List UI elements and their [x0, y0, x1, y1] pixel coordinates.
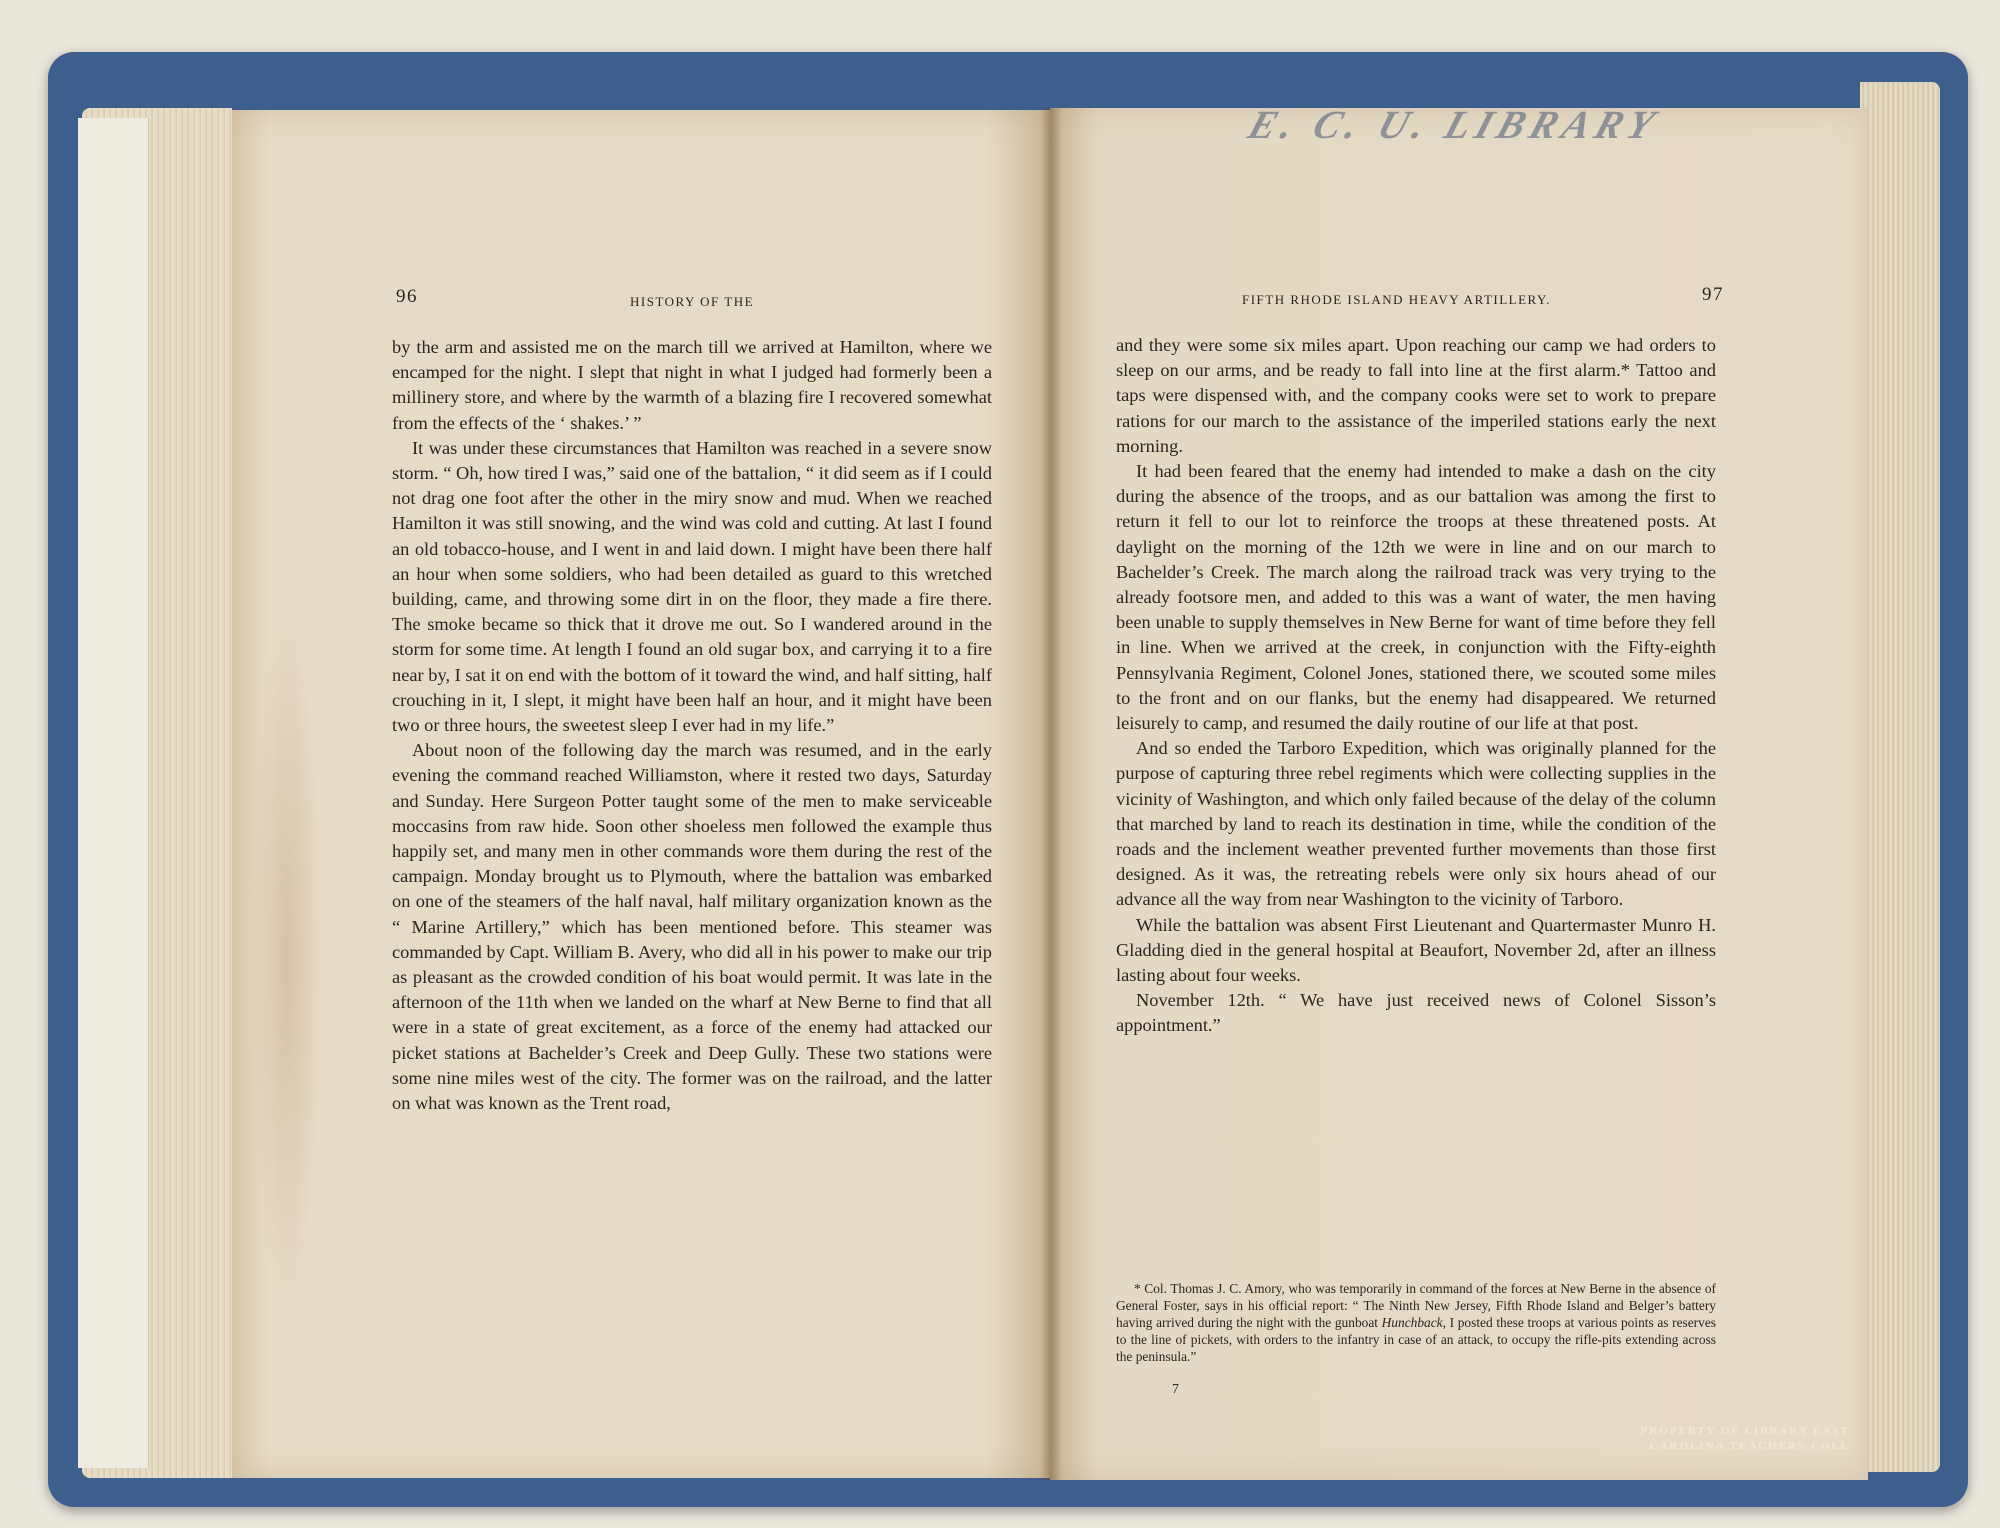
book-gutter [1040, 108, 1062, 1480]
paragraph: It had been feared that the enemy had intended to make a dash on the city during the absence of the troops, and as our battalion was among the first to return it fell to our lot to reinforce the troops at these threatened posts. At daylight on the morning of the 12th we were in line and on our march to Bachelder’s Creek. The march along the railroad track was very trying to the already footsore men, and added to this was a want of water, the men having been unable to supply themselves in New Berne for want of time before they fell in line. When we arrived at the creek, in conjunction with the Fifty-eighth Pennsylvania Regiment, Colonel Jones, stationed there, we scouted some miles to the front and on our flanks, but the enemy had disappeared. We returned leisurely to camp, and resumed the daily routine of our life at that post. [1116, 461, 1716, 734]
footnote-text-end: , I posted these troops at various points as reserves to the line of pickets, with orders to the infantry in case of an attack, to occupy the rifle-pits extending across the peninsula.” [1116, 1315, 1716, 1364]
library-stamp: E. C. U. LIBRARY [1242, 102, 1667, 147]
running-head-title-right: FIFTH RHODE ISLAND HEAVY ARTILLERY. [1242, 292, 1551, 307]
endpaper [78, 118, 149, 1468]
water-stain [252, 610, 322, 1310]
paragraph: It was under these circumstances that Hamilton was reached in a severe snow storm. “ Oh, how tired I was,” said one of the battalion, “ it did seem as if I could not drag one foot after the other in the miry snow and mud. When we reached Hamilton it was still snowing, and the wind was cold and cutting. At last I found an old tobacco-house, and I went in and laid down. I might have been there half an hour when some soldiers, who had been detailed as guard to this wretched building, came, and throwing some dirt in on the floor, they made a fire there. The smoke became so thick that it drove me out. So I wandered around in the storm for some time. At length I found an old sugar box, and carrying it to a fire near by, I sat it on end with the bottom of it toward the wind, and half sitting, half crouching in it, I slept, it might have been half an hour, and it might have been two or three hours, the sweetest sleep I ever had in my life.” [392, 437, 992, 736]
footnote [1116, 1280, 1716, 1365]
page-number-right: 97 [1702, 284, 1724, 305]
paragraph: And so ended the Tarboro Expedition, which was originally planned for the purpose of capturing three rebel regiments which were collecting supplies in the vicinity of Washington, and which only failed because of the delay of the column that marched by land to reach its destination in time, while the condition of the roads and the inclement weather prevented further movements than those first designed. As it was, the retreating rebels were only six hours ahead of our advance all the way from near Washington to the vicinity of Tarboro. [1116, 738, 1716, 910]
footnote-text-start: * Col. Thomas J. C. Amory, who was temporarily in command of the forces at New Berne in the absence of General Foster, says in his official report: “ The Ninth New Jersey, Fifth Rhode Island and Belger’s battery having arrived during the night with the gunboat [1116, 1281, 1716, 1330]
running-head-title-left: HISTORY OF THE [630, 294, 755, 309]
paragraph: While the battalion was absent First Lieutenant and Quartermaster Munro H. Gladding died in the general hospital at Beaufort, November 2d, after an illness lasting about four weeks. [1116, 914, 1716, 986]
left-page [232, 110, 1050, 1478]
property-emboss: PROPERTY OF LIBRARY EAST CAROLINA TEACHERS COLL [1640, 1425, 1850, 1452]
right-page-edges [1860, 82, 1940, 1472]
paragraph: and they were some six miles apart. Upon reaching our camp we had orders to sleep on our arms, and be ready to fall into line at the first alarm.* Tattoo and taps were dispensed with, and the company cooks were set to work to prepare rations for our march to the assistance of the imperiled stations early the next morning. [1116, 335, 1716, 456]
left-body-text [392, 335, 992, 1116]
paragraph: by the arm and assisted me on the march till we arrived at Hamilton, where we encamped for the night. I slept that night in what I judged had formerly been a millinery store, and where by the warmth of a blazing fire I recovered somewhat from the effects of the ‘ shakes.’ ” [392, 337, 992, 433]
page-number-left: 96 [396, 286, 418, 307]
right-body-text [1116, 333, 1716, 1039]
paragraph: November 12th. “ We have just received news of Colonel Sisson’s appointment.” [1116, 990, 1716, 1036]
left-running-head [232, 286, 1050, 320]
right-running-head [1050, 284, 1868, 318]
footnote-italic-ship: Hunchback [1381, 1315, 1443, 1330]
signature-mark: 7 [1172, 1382, 1179, 1397]
paragraph: About noon of the following day the march was resumed, and in the early evening the command reached Williamston, where it rested two days, Saturday and Sunday. Here Surgeon Potter taught some of the men to make serviceable moccasins from raw hide. Soon other shoeless men followed the example thus happily set, and many men in other commands wore them during the rest of the campaign. Monday brought us to Plymouth, where the battalion was embarked on one of the steamers of the half naval, half military organization known as the “ Marine Artillery,” which has been mentioned before. This steamer was commanded by Capt. William B. Avery, who did all in his power to make our trip as pleasant as the crowded condition of his boat would permit. It was late in the afternoon of the 11th when we landed on the wharf at New Berne to find that all were in a state of great excitement, as a force of the enemy had attacked our picket stations at Bachelder’s Creek and Deep Gully. These two stations were some nine miles west of the city. The former was on the railroad, and the latter on what was known as the Trent road, [392, 740, 992, 1114]
right-page [1050, 102, 1868, 1480]
